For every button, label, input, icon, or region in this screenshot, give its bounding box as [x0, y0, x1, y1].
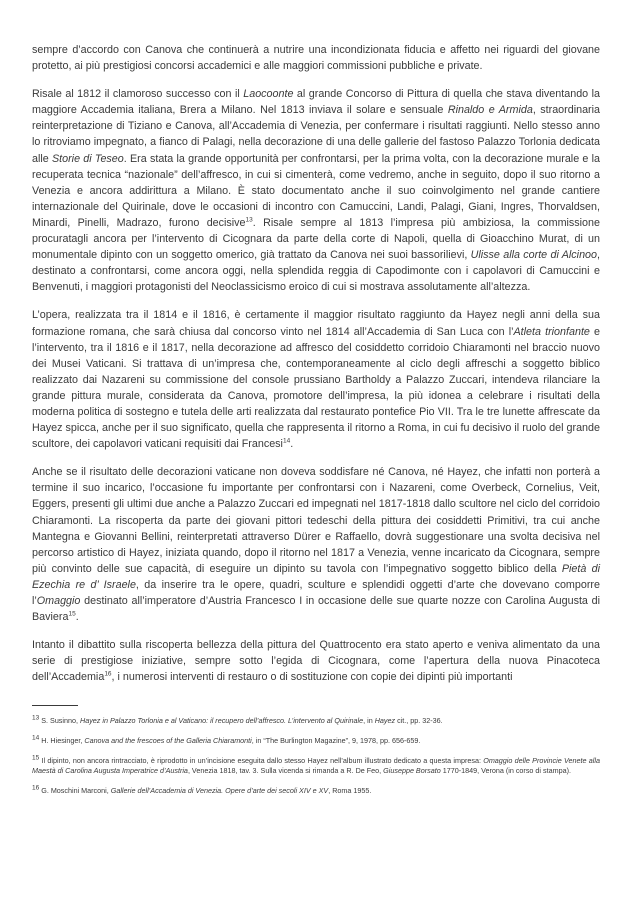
paragraph — [32, 464, 600, 625]
footnote — [32, 736, 600, 747]
note-reference: 13 — [32, 715, 40, 723]
italic-text: Hayez in Palazzo Torlonia e al Vaticano: il recupero dell’affresco. L’intervento al Quirinale — [80, 716, 364, 726]
text-run: , Venezia 1818, tav. 3. Sulla vicenda si rimanda a R. De Feo, — [187, 766, 384, 776]
italic-text: Omaggio — [36, 595, 81, 607]
footnote — [32, 716, 600, 727]
italic-text: Giuseppe Borsato — [383, 766, 441, 776]
text-run: . — [290, 438, 294, 451]
footnote — [32, 786, 600, 797]
footnotes — [32, 716, 600, 796]
text-run: , straordinaria reinterpretazione di Tiziano e Canova, all’Accademia di Venezia, per confermare i risultati raggiunti. Nello stesso anno lo ritroviamo impegnato, a fianco di Palagi, nella decorazione di una delle gallerie del fastoso Palazzo Torlonia dedicata alle — [32, 104, 600, 165]
body-text — [32, 42, 600, 685]
text-run: , i numerosi interventi di restauro o di sostituzione con copie dei dipinti più importanti — [111, 671, 513, 684]
note-reference: 13 — [245, 216, 253, 224]
text-run: . — [75, 611, 79, 624]
text-run: cit., pp. 32-36. — [395, 716, 443, 726]
text-run: L’opera, realizzata tra il 1814 e il 1816, è certamente il maggior risultato raggiunto da Hayez negli anni della sua formazione romana, che sarà chiusa dal concorso vinto nel 1814 all’Accademia di San Luca con l’ — [32, 309, 600, 338]
italic-text: Hayez — [374, 716, 396, 726]
text-run: Il dipinto, non ancora rintracciato, è riprodotto in un’incisione eseguita dallo stesso Hayez nell’album illustrato dedicato a questa impresa: — [39, 755, 484, 765]
text-run: G. Moschini Marconi, — [39, 785, 111, 795]
text-run: sempre d’accordo con Canova che continuerà a nutrire una incondizionata fiducia e affetto nei riguardi del giovane protetto, ai più prestigiosi concorsi accademici e alle maggiori commissioni pubbliche e private. — [32, 44, 600, 73]
text-run: Intanto il dibattito sulla riscoperta bellezza della pittura del Quattrocento era stato aperto e veniva alimentato da una serie di prestigiose iniziative, sempre sotto l’egida di Cicognara, come l’apertura della nuova Pinacoteca dell’Accademia — [32, 639, 600, 684]
note-reference: 16 — [32, 784, 40, 792]
text-run: Risale al 1812 il clamoroso successo con il — [32, 88, 244, 101]
text-run: , in “The Burlington Magazine”, 9, 1978, pp. 656-659. — [251, 736, 421, 746]
italic-text: Laocoonte — [243, 88, 294, 101]
italic-text: Atleta trionfante — [513, 325, 590, 338]
note-reference: 15 — [68, 610, 76, 618]
document-page — [32, 42, 600, 805]
italic-text: Ulisse alla corte di Alcinoo — [470, 249, 598, 262]
text-run: . Risale sempre al 1813 l’impresa più ambiziosa, la commissione procuratagli ancora per l’intervento di Cicognara da parte della corte di Napoli, quella di Gioacchino Murat, di un monumentale dipinto con un soggetto omerico, già trattato da Canova nei suoi bassorilievi, — [32, 216, 600, 262]
paragraph — [32, 42, 600, 74]
italic-text: Gallerie dell’Accademia di Venezia. Opere d’arte dei secoli XIV e XV — [110, 785, 329, 795]
italic-text: Storie di Teseo — [51, 152, 124, 165]
text-run: destinato all’imperatore d’Austria Francesco I in occasione delle sue quarte nozze con Carolina Augusta di Baviera — [32, 595, 600, 624]
text-run: al grande Concorso di Pittura di quella che stava diventando la maggiore Accademia italiana, Brera a Milano. Nel 1813 inviava il solare e sensuale — [32, 88, 600, 117]
italic-text: Pietà di Ezechia re d’ Israele — [32, 562, 601, 591]
text-run: , in — [363, 716, 375, 726]
note-reference: 16 — [104, 670, 112, 678]
footnote-separator — [32, 705, 78, 706]
text-run: S. Susinno, — [39, 716, 80, 726]
italic-text: Omaggio delle Provincie Venete alla Maestà di Carolina Augusta Imperatrice d’Austria — [32, 755, 600, 776]
text-run: , Roma 1955. — [328, 785, 372, 795]
note-reference: 15 — [32, 754, 40, 762]
text-run: e l’intervento, tra il 1816 e il 1817, nella decorazione ad affresco del cosiddetto corridoio Chiaramonti nel braccio nuovo dei Musei Vaticani. Si trattava di un’impresa che, contemporaneamente al ciclo degli affreschi a soggetto biblico realizzato dai Nazareni su commissione del console prussiano Bartholdy a Palazzo Zuccari, intendeva rilanciare la grande pittura murale, considerata da Canova, promotore dell’impresa, la più idonea a celebrare i risultati della moderna politica di sostegno e tutela delle arti realizzata dal restaurato pontefice Pio VII. Tra le tre lunette affrescate da Hayez spicca, anche per il suo significato, quella che rappresenta il ritorno a Roma, in cui fu decisivo il ruolo del grande scultore, dei capolavori vaticani requisiti dai Francesi — [32, 325, 600, 451]
paragraph — [32, 307, 600, 452]
italic-text: Canova and the frescoes of the Galleria Chiaramonti — [84, 736, 252, 746]
italic-text: Rinaldo e Armida — [447, 104, 533, 117]
text-run: . Era stata la grande opportunità per confrontarsi, per la prima volta, con la decorazione murale e la recuperata tecnica “nazionale” dell’affresco, in cui si cimenterà, come vedremo, anche in seguito, dopo il suo ritorno a Venezia e ancora addirittura a Milano. È stato documentato anche il suo coinvolgimento nel grande cantiere internazionale del Quirinale, dove le occasioni di incontro con Camuccini, Landi, Palagi, Giani, Ingres, Thorvaldsen, Minardi, Pinelli, Madrazo, furono decisive — [32, 152, 600, 229]
text-run: 1770-1849, Verona (in corso di stampa). — [440, 766, 571, 776]
footnote — [32, 756, 600, 777]
text-run: Anche se il risultato delle decorazioni vaticane non doveva soddisfare né Canova, né Hayez, che infatti non porterà a termine il suo incarico, l’occasione fu importante per confrontarsi con i Nazareni, come Overbeck, Cornelius, Veit, Eggers, presenti gli ultimi due anche a Palazzo Zuccari ed impegnati nel 1817-1818 dallo scultore nel ciclo del corridoio Chiaramonti. La riscoperta da parte dei giovani pittori tedeschi della pittura dei cosiddetti Primitivi, tra cui anche Mantegna e Giovanni Bellini, reinterpretati attraverso Dürer e Raffaello, dovrà suggestionare una svolta decisiva nel percorso artistico di Hayez, iniziata quando, dopo il ritorno nel 1817 a Venezia, venne incaricato da Cicognara, sempre più convinto delle sue capacità, di eseguire un dipinto su tavola con l’impegnativo soggetto biblico della — [32, 466, 600, 575]
note-reference: 14 — [282, 437, 291, 445]
text-run: , destinato a confrontarsi, come ancora oggi, nella splendida reggia di Capodimonte con i capolavori di Camuccini e Benvenuti, i maggiori protagonisti del Neoclassicismo eroico di cui si mostrava assolutamente all’altezza. — [32, 249, 601, 294]
note-reference: 14 — [32, 734, 40, 742]
text-run: H. Hiesinger, — [39, 736, 85, 746]
paragraph — [32, 86, 600, 295]
paragraph — [32, 637, 600, 685]
text-run: , da inserire tra le opere, quadri, sculture e splendidi oggetti d’arte che dovevano comporre l’ — [32, 578, 600, 607]
